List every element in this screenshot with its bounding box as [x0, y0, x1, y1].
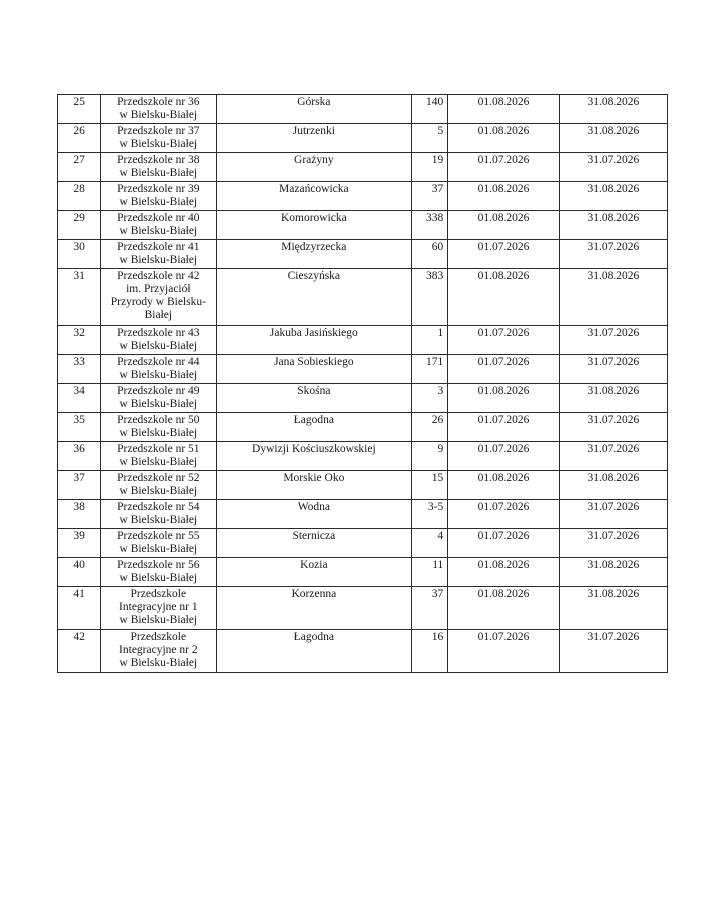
table-row — [58, 211, 668, 240]
institution-name-line: w Bielsku-Białej — [119, 572, 198, 584]
date-to-cell-text: 31.07.2026 — [587, 631, 640, 643]
institution-name-line: w Bielsku-Białej — [119, 369, 198, 381]
date-from-cell-text: 01.08.2026 — [477, 96, 530, 108]
institution-name-line: w Bielsku-Białej — [119, 254, 198, 266]
institution-name-line: Przedszkole nr 41 — [117, 241, 200, 253]
street-cell-text: Kozia — [300, 559, 328, 571]
institution-name-line: Przedszkole nr 40 — [117, 212, 200, 224]
row-number-cell-text: 38 — [73, 501, 85, 513]
institution-name-line: w Bielsku-Białej — [119, 398, 198, 410]
institution-name-line: Przedszkole nr 54 — [117, 501, 200, 513]
date-to-cell — [559, 413, 667, 442]
date-to-cell — [559, 269, 667, 326]
institution-name-line: Przedszkole nr 50 — [117, 414, 200, 426]
date-from-cell-text: 01.08.2026 — [477, 183, 530, 195]
date-from-cell-text: 01.07.2026 — [477, 356, 530, 368]
building-number-cell-text: 16 — [431, 631, 444, 643]
date-from-cell — [448, 95, 559, 124]
date-to-cell — [559, 500, 667, 529]
institution-name-cell — [101, 182, 216, 211]
date-to-cell — [559, 211, 667, 240]
table-row — [58, 269, 668, 326]
table-row — [58, 442, 668, 471]
row-number-cell — [58, 211, 101, 240]
row-number-cell — [58, 558, 101, 587]
institution-name-line: Białej — [144, 309, 173, 321]
date-from-cell — [448, 124, 559, 153]
institution-name-line: Przedszkole nr 55 — [117, 530, 200, 542]
row-number-cell — [58, 240, 101, 269]
building-number-cell — [412, 630, 448, 673]
building-number-cell-text: 37 — [431, 183, 444, 195]
row-number-cell-text: 25 — [73, 96, 85, 108]
institution-name-line: w Bielsku-Białej — [119, 340, 198, 352]
row-number-cell — [58, 182, 101, 211]
building-number-cell — [412, 240, 448, 269]
date-from-cell — [448, 413, 559, 442]
institution-name-line: Przedszkole nr 43 — [117, 327, 200, 339]
date-from-cell-text: 01.08.2026 — [477, 212, 530, 224]
date-to-cell-text: 31.08.2026 — [587, 385, 640, 397]
street-cell — [216, 384, 412, 413]
date-to-cell-text: 31.07.2026 — [587, 356, 640, 368]
date-from-cell-text: 01.08.2026 — [477, 559, 530, 571]
date-from-cell — [448, 182, 559, 211]
street-cell — [216, 630, 412, 673]
building-number-cell-text: 9 — [437, 443, 444, 455]
date-from-cell — [448, 558, 559, 587]
date-to-cell-text: 31.08.2026 — [587, 183, 640, 195]
date-from-cell-text: 01.08.2026 — [477, 385, 530, 397]
date-to-cell-text: 31.08.2026 — [587, 559, 640, 571]
row-number-cell — [58, 153, 101, 182]
street-cell-text: Jutrzenki — [292, 125, 335, 137]
date-to-cell — [559, 587, 667, 630]
institution-name-line: w Bielsku-Białej — [119, 225, 198, 237]
street-cell-text: Wodna — [297, 501, 330, 513]
date-from-cell-text: 01.07.2026 — [477, 414, 530, 426]
table-row — [58, 95, 668, 124]
street-cell — [216, 269, 412, 326]
institution-name-line: Przedszkole — [130, 631, 187, 643]
table-row — [58, 153, 668, 182]
building-number-cell-text: 11 — [432, 559, 444, 571]
date-to-cell — [559, 153, 667, 182]
date-from-cell — [448, 384, 559, 413]
building-number-cell-text: 171 — [426, 356, 444, 368]
street-cell-text: Dywizji Kościuszkowskiej — [252, 443, 376, 455]
row-number-cell — [58, 442, 101, 471]
street-cell-text: Łagodna — [293, 414, 334, 426]
institution-name-cell — [101, 587, 216, 630]
street-cell-text: Łagodna — [293, 631, 334, 643]
building-number-cell-text: 4 — [437, 530, 444, 542]
date-from-cell — [448, 269, 559, 326]
row-number-cell-text: 30 — [73, 241, 85, 253]
institution-name-cell — [101, 384, 216, 413]
row-number-cell-text: 31 — [73, 270, 85, 282]
institution-name-line: Przedszkole nr 44 — [117, 356, 200, 368]
row-number-cell-text: 35 — [73, 414, 85, 426]
row-number-cell — [58, 630, 101, 673]
institution-name-line: w Bielsku-Białej — [119, 543, 198, 555]
street-cell — [216, 500, 412, 529]
institution-name-line: w Bielsku-Białej — [119, 456, 198, 468]
date-to-cell-text: 31.08.2026 — [587, 212, 640, 224]
street-cell — [216, 471, 412, 500]
building-number-cell — [412, 500, 448, 529]
date-to-cell-text: 31.07.2026 — [587, 154, 640, 166]
row-number-cell-text: 37 — [73, 472, 85, 484]
date-from-cell-text: 01.08.2026 — [477, 588, 530, 600]
building-number-cell — [412, 442, 448, 471]
date-to-cell — [559, 355, 667, 384]
date-from-cell — [448, 630, 559, 673]
date-to-cell-text: 31.07.2026 — [587, 501, 640, 513]
date-to-cell-text: 31.08.2026 — [587, 96, 640, 108]
institution-name-line: w Bielsku-Białej — [119, 657, 198, 669]
table-row — [58, 630, 668, 673]
date-from-cell-text: 01.07.2026 — [477, 154, 530, 166]
date-to-cell — [559, 240, 667, 269]
row-number-cell-text: 36 — [73, 443, 85, 455]
building-number-cell — [412, 587, 448, 630]
row-number-cell — [58, 413, 101, 442]
institution-name-cell — [101, 442, 216, 471]
institution-name-cell — [101, 211, 216, 240]
date-to-cell-text: 31.08.2026 — [587, 125, 640, 137]
building-number-cell-text: 338 — [426, 212, 444, 224]
date-to-cell — [559, 124, 667, 153]
row-number-cell-text: 32 — [73, 327, 85, 339]
street-cell — [216, 326, 412, 355]
building-number-cell-text: 383 — [426, 270, 444, 282]
street-cell-text: Mazańcowicka — [279, 183, 349, 195]
building-number-cell — [412, 413, 448, 442]
street-cell — [216, 95, 412, 124]
row-number-cell-text: 39 — [73, 530, 85, 542]
table-row — [58, 413, 668, 442]
date-from-cell-text: 01.07.2026 — [477, 631, 530, 643]
date-from-cell — [448, 442, 559, 471]
table-row — [58, 471, 668, 500]
institution-name-line: w Bielsku-Białej — [119, 138, 198, 150]
date-to-cell — [559, 326, 667, 355]
row-number-cell — [58, 500, 101, 529]
building-number-cell — [412, 326, 448, 355]
table-row — [58, 529, 668, 558]
row-number-cell — [58, 384, 101, 413]
date-from-cell — [448, 240, 559, 269]
institution-name-line: w Bielsku-Białej — [119, 614, 198, 626]
street-cell-text: Korzenna — [291, 588, 337, 600]
date-from-cell — [448, 211, 559, 240]
row-number-cell-text: 26 — [73, 125, 85, 137]
table-row — [58, 587, 668, 630]
institution-name-cell — [101, 95, 216, 124]
institution-name-cell — [101, 355, 216, 384]
street-cell-text: Jakuba Jasińskiego — [269, 327, 358, 339]
date-to-cell-text: 31.07.2026 — [587, 327, 640, 339]
street-cell-text: Grażyny — [294, 154, 334, 166]
institution-name-cell — [101, 471, 216, 500]
row-number-cell-text: 28 — [73, 183, 85, 195]
institution-name-cell — [101, 240, 216, 269]
date-to-cell-text: 31.07.2026 — [587, 414, 640, 426]
row-number-cell — [58, 587, 101, 630]
date-to-cell — [559, 529, 667, 558]
building-number-cell-text: 19 — [431, 154, 444, 166]
row-number-cell — [58, 326, 101, 355]
institution-name-cell — [101, 500, 216, 529]
date-to-cell-text: 31.07.2026 — [587, 443, 640, 455]
row-number-cell — [58, 95, 101, 124]
date-to-cell-text: 31.08.2026 — [587, 270, 640, 282]
building-number-cell — [412, 529, 448, 558]
street-cell — [216, 558, 412, 587]
row-number-cell-text: 41 — [73, 588, 85, 600]
table-row — [58, 558, 668, 587]
street-cell-text: Skośna — [297, 385, 331, 397]
street-cell-text: Cieszyńska — [287, 270, 341, 282]
date-to-cell — [559, 630, 667, 673]
institution-name-line: w Bielsku-Białej — [119, 514, 198, 526]
institution-name-cell — [101, 558, 216, 587]
building-number-cell — [412, 124, 448, 153]
building-number-cell — [412, 153, 448, 182]
institution-name-line: w Bielsku-Białej — [119, 167, 198, 179]
date-from-cell — [448, 355, 559, 384]
institution-name-line: Przedszkole nr 56 — [117, 559, 200, 571]
date-from-cell-text: 01.08.2026 — [477, 270, 530, 282]
building-number-cell-text: 26 — [431, 414, 444, 426]
row-number-cell-text: 42 — [73, 631, 85, 643]
street-cell-text: Komorowicka — [280, 212, 347, 224]
building-number-cell-text: 60 — [431, 241, 444, 253]
institution-name-line: w Bielsku-Białej — [119, 485, 198, 497]
street-cell-text: Jana Sobieskiego — [274, 356, 354, 368]
row-number-cell-text: 33 — [73, 356, 85, 368]
date-to-cell-text: 31.07.2026 — [587, 241, 640, 253]
building-number-cell-text: 15 — [431, 472, 444, 484]
building-number-cell — [412, 269, 448, 326]
date-from-cell — [448, 500, 559, 529]
date-to-cell-text: 31.08.2026 — [587, 588, 640, 600]
building-number-cell — [412, 211, 448, 240]
building-number-cell — [412, 558, 448, 587]
street-cell — [216, 587, 412, 630]
building-number-cell — [412, 384, 448, 413]
institution-name-line: Przedszkole nr 49 — [117, 385, 200, 397]
table-row — [58, 384, 668, 413]
table-row — [58, 182, 668, 211]
table-row — [58, 124, 668, 153]
street-cell-text: Sternicza — [292, 530, 336, 542]
row-number-cell-text: 29 — [73, 212, 85, 224]
date-from-cell-text: 01.07.2026 — [477, 327, 530, 339]
date-to-cell — [559, 471, 667, 500]
building-number-cell-text: 5 — [437, 125, 444, 137]
street-cell-text: Międzyrzecka — [281, 241, 347, 253]
institution-name-cell — [101, 153, 216, 182]
date-to-cell — [559, 384, 667, 413]
street-cell — [216, 240, 412, 269]
date-from-cell — [448, 153, 559, 182]
date-to-cell — [559, 182, 667, 211]
building-number-cell-text: 3 — [437, 385, 444, 397]
institution-name-cell — [101, 529, 216, 558]
institution-name-line: Przedszkole nr 52 — [117, 472, 200, 484]
institution-name-cell — [101, 630, 216, 673]
date-to-cell — [559, 95, 667, 124]
row-number-cell-text: 40 — [73, 559, 85, 571]
date-from-cell — [448, 471, 559, 500]
date-from-cell-text: 01.08.2026 — [477, 472, 530, 484]
table-row — [58, 326, 668, 355]
street-cell — [216, 413, 412, 442]
institution-name-line: Przedszkole nr 37 — [117, 125, 200, 137]
street-cell — [216, 153, 412, 182]
row-number-cell — [58, 124, 101, 153]
street-cell — [216, 182, 412, 211]
building-number-cell — [412, 182, 448, 211]
building-number-cell-text: 37 — [431, 588, 444, 600]
institution-name-line: w Bielsku-Białej — [119, 196, 198, 208]
institution-name-line: Przedszkole nr 51 — [117, 443, 200, 455]
date-to-cell-text: 31.07.2026 — [587, 530, 640, 542]
building-number-cell-text: 140 — [426, 96, 444, 108]
institution-name-line: Integracyjne nr 1 — [119, 601, 198, 613]
table-row — [58, 355, 668, 384]
row-number-cell-text: 27 — [73, 154, 85, 166]
street-cell — [216, 211, 412, 240]
date-from-cell-text: 01.07.2026 — [477, 241, 530, 253]
institution-name-line: w Bielsku-Białej — [119, 427, 198, 439]
institution-name-line: Przedszkole nr 39 — [117, 183, 200, 195]
table-row — [58, 240, 668, 269]
date-from-cell-text: 01.07.2026 — [477, 443, 530, 455]
street-cell — [216, 124, 412, 153]
date-from-cell-text: 01.07.2026 — [477, 501, 530, 513]
street-cell-text: Górska — [297, 96, 331, 108]
institution-name-line: Przedszkole — [130, 588, 187, 600]
institution-name-line: Przedszkole nr 38 — [117, 154, 200, 166]
schedule-table-body — [58, 95, 668, 673]
date-from-cell — [448, 587, 559, 630]
row-number-cell — [58, 529, 101, 558]
street-cell — [216, 442, 412, 471]
date-to-cell — [559, 442, 667, 471]
building-number-cell — [412, 95, 448, 124]
building-number-cell-text: 3-5 — [427, 501, 444, 513]
street-cell-text: Morskie Oko — [283, 472, 345, 484]
institution-name-line: im. Przyjaciół — [126, 283, 191, 295]
row-number-cell — [58, 355, 101, 384]
institution-name-line: Integracyjne nr 2 — [119, 644, 198, 656]
row-number-cell — [58, 269, 101, 326]
row-number-cell-text: 34 — [73, 385, 85, 397]
date-from-cell-text: 01.07.2026 — [477, 530, 530, 542]
institution-name-line: Przyrody w Bielsku- — [110, 296, 206, 308]
building-number-cell-text: 1 — [437, 327, 444, 339]
street-cell — [216, 529, 412, 558]
building-number-cell — [412, 355, 448, 384]
date-from-cell-text: 01.08.2026 — [477, 125, 530, 137]
date-to-cell-text: 31.08.2026 — [587, 472, 640, 484]
date-from-cell — [448, 326, 559, 355]
date-from-cell — [448, 529, 559, 558]
institution-name-line: Przedszkole nr 42 — [117, 270, 200, 282]
institution-name-line: Przedszkole nr 36 — [117, 96, 200, 108]
building-number-cell — [412, 471, 448, 500]
institution-name-cell — [101, 124, 216, 153]
street-cell — [216, 355, 412, 384]
institution-name-cell — [101, 269, 216, 326]
institution-name-cell — [101, 326, 216, 355]
row-number-cell — [58, 471, 101, 500]
institution-name-cell — [101, 413, 216, 442]
table-row — [58, 500, 668, 529]
institution-name-line: w Bielsku-Białej — [119, 109, 198, 121]
schedule-table — [57, 94, 668, 673]
date-to-cell — [559, 558, 667, 587]
